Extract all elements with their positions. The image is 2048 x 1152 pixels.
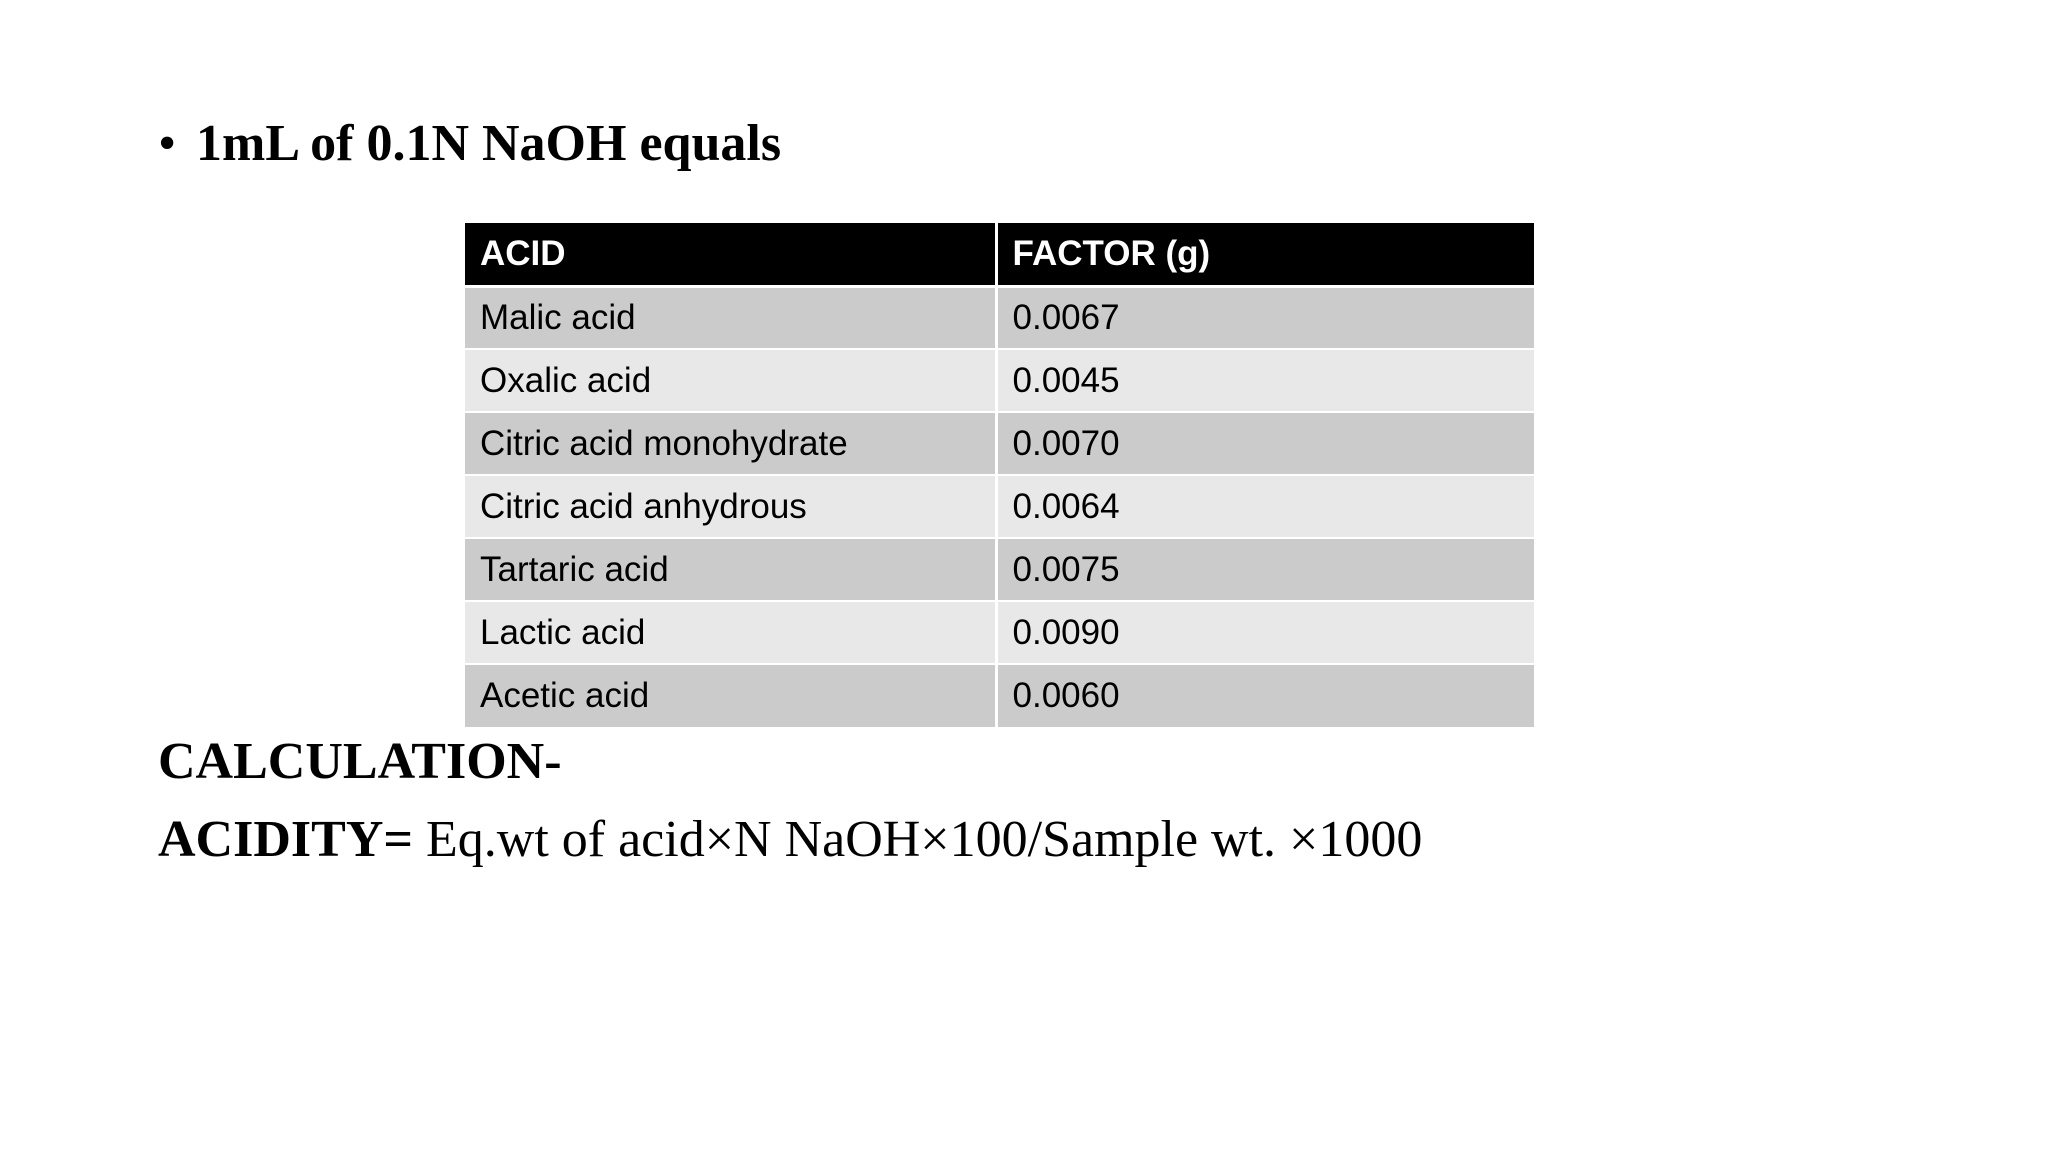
calculation-title: CALCULATION- [158, 733, 562, 790]
table-row [465, 664, 1534, 727]
acid-factor-table [465, 223, 1534, 727]
bullet-heading [158, 112, 781, 176]
cell-factor: 0.0090 [996, 601, 1534, 664]
table-row [465, 538, 1534, 601]
bullet-icon: • [158, 115, 177, 172]
cell-factor: 0.0060 [996, 664, 1534, 727]
cell-factor: 0.0070 [996, 412, 1534, 475]
cell-factor: 0.0064 [996, 475, 1534, 538]
cell-factor: 0.0075 [996, 538, 1534, 601]
cell-acid: Citric acid anhydrous [465, 475, 996, 538]
cell-acid: Lactic acid [465, 601, 996, 664]
acidity-formula [158, 808, 1422, 872]
cell-factor: 0.0045 [996, 349, 1534, 412]
table-row [465, 349, 1534, 412]
table-header-row [465, 223, 1534, 286]
cell-acid: Oxalic acid [465, 349, 996, 412]
bullet-text: 1mL of 0.1N NaOH equals [196, 115, 782, 172]
table-row [465, 412, 1534, 475]
cell-factor: 0.0067 [996, 286, 1534, 349]
header-acid: ACID [465, 223, 996, 286]
cell-acid: Tartaric acid [465, 538, 996, 601]
cell-acid: Malic acid [465, 286, 996, 349]
cell-acid: Citric acid monohydrate [465, 412, 996, 475]
formula-label: ACIDITY= [158, 811, 413, 868]
table-row [465, 286, 1534, 349]
header-factor: FACTOR (g) [996, 223, 1534, 286]
formula-expression: Eq.wt of acid×N NaOH×100/Sample wt. ×1000 [413, 811, 1423, 868]
cell-acid: Acetic acid [465, 664, 996, 727]
table-row [465, 601, 1534, 664]
table-row [465, 475, 1534, 538]
